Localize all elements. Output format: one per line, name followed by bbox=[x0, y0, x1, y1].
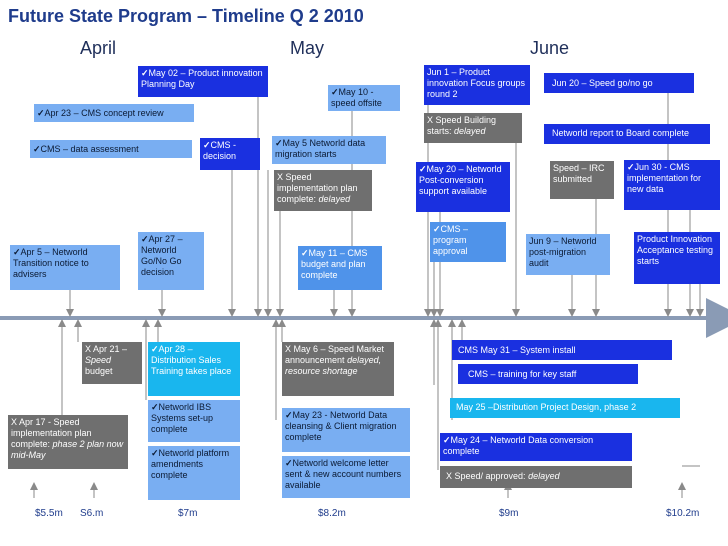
budget-label: $9m bbox=[499, 508, 519, 519]
event-cms-may31-system-install: CMS May 31 – System install bbox=[452, 340, 672, 360]
event-may5-networld-migration: ✓ May 5 Networld data migration starts bbox=[272, 136, 386, 164]
event-cms-decision: ✓ CMS - decision bbox=[200, 138, 260, 170]
x-speed-approved-label: X Speed/ approved: bbox=[446, 471, 526, 481]
page-title: Future State Program – Timeline Q 2 2010 bbox=[8, 6, 364, 26]
event-x-may6-speed-market bbox=[282, 342, 394, 396]
event-may10-speed-offsite: ✓ May 10 - speed offsite bbox=[328, 85, 400, 111]
budget-label: $10.2m bbox=[666, 508, 700, 519]
event-x-speed-building bbox=[424, 113, 522, 143]
event-networld-ibs-setup: ✓ Networld IBS Systems set-up complete bbox=[148, 400, 240, 442]
event-speed-irc-submitted: Speed – IRC submitted bbox=[550, 161, 614, 199]
x-apr21-suffix: budget bbox=[85, 366, 113, 376]
event-cms-training: CMS – training for key staff bbox=[458, 364, 638, 384]
event-may25-distribution-design: May 25 –Distribution Project Design, phase 2 bbox=[450, 398, 680, 418]
event-networld-welcome-letter: ✓ Networld welcome letter sent & new account numbers available bbox=[282, 456, 410, 498]
event-jun30-cms-implementation: ✓ Jun 30 - CMS implementation for new data bbox=[624, 160, 720, 210]
x-apr21-prefix: X Apr 21 – bbox=[85, 344, 128, 354]
event-may24-networld-conversion: ✓ May 24 – Networld Data conversion complete bbox=[440, 433, 632, 461]
event-may20-networld-post-conversion: ✓ May 20 – Networld Post-conversion support available bbox=[416, 162, 510, 212]
event-networld-platform-amendments: ✓ Networld platform amendments complete bbox=[148, 446, 240, 500]
event-cms-program-approval: ✓ CMS – program approval bbox=[430, 222, 506, 262]
event-product-innovation-testing: Product Innovation Acceptance testing starts bbox=[634, 232, 720, 284]
event-x-apr17-speed-impl bbox=[8, 415, 128, 469]
event-x-apr21-speed-budget bbox=[82, 342, 142, 384]
event-x-speed-approved bbox=[440, 466, 632, 488]
event-jun9-networld-audit: Jun 9 – Networld post-migration audit bbox=[526, 234, 610, 275]
x-speed-building-label: X Speed Building starts: bbox=[427, 115, 497, 136]
x-may6-label: X May 6 – Speed Market announcement bbox=[285, 344, 385, 365]
month-june: June bbox=[530, 38, 570, 58]
event-apr23-cms-concept-review: ✓ Apr 23 – CMS concept review bbox=[34, 104, 194, 122]
x-apr21-speed: Speed bbox=[85, 355, 112, 365]
event-apr28-distribution-training: ✓ Apr 28 – Distribution Sales Training takes place bbox=[148, 342, 240, 396]
x-speed-impl-status: delayed bbox=[318, 194, 351, 204]
event-may2-planning-day: ✓ May 02 – Product innovation Planning Day bbox=[138, 66, 268, 97]
event-jun1-focus-groups: Jun 1 – Product innovation Focus groups round 2 bbox=[424, 65, 530, 105]
event-networld-report-to-board: Networld report to Board complete bbox=[544, 124, 710, 144]
event-may11-cms-budget: ✓ May 11 – CMS budget and plan complete bbox=[298, 246, 382, 290]
event-apr27-networld-go-no-go: ✓ Apr 27 – Networld Go/No Go decision bbox=[138, 232, 204, 290]
month-april: April bbox=[80, 38, 117, 58]
event-cms-data-assessment: ✓ CMS – data assessment bbox=[30, 140, 192, 158]
x-apr17-label: X Apr 17 - Speed implementation plan complete: bbox=[11, 417, 92, 449]
x-apr17-status: phase 2 plan now mid-May bbox=[11, 439, 124, 460]
budget-label: $8.2m bbox=[318, 508, 346, 519]
event-jun20-speed-go-no-go: Jun 20 – Speed go/no go bbox=[544, 73, 694, 93]
x-speed-impl-label: X Speed implementation plan complete: bbox=[277, 172, 358, 204]
event-may23-networld-cleansing: ✓ May 23 - Networld Data cleansing & Client migration complete bbox=[282, 408, 410, 452]
budget-label: $7m bbox=[178, 508, 198, 519]
event-x-speed-impl-plan bbox=[274, 170, 372, 211]
month-may: May bbox=[290, 38, 325, 58]
budget-label: S6.m bbox=[80, 508, 104, 519]
x-may6-status: delayed, resource shortage bbox=[285, 355, 382, 376]
x-speed-approved-status: delayed bbox=[528, 471, 560, 481]
budget-label: $5.5m bbox=[35, 508, 63, 519]
x-speed-building-status: delayed bbox=[454, 126, 486, 136]
event-apr5-networld-transition: ✓ Apr 5 – Networld Transition notice to advisers bbox=[10, 245, 120, 290]
